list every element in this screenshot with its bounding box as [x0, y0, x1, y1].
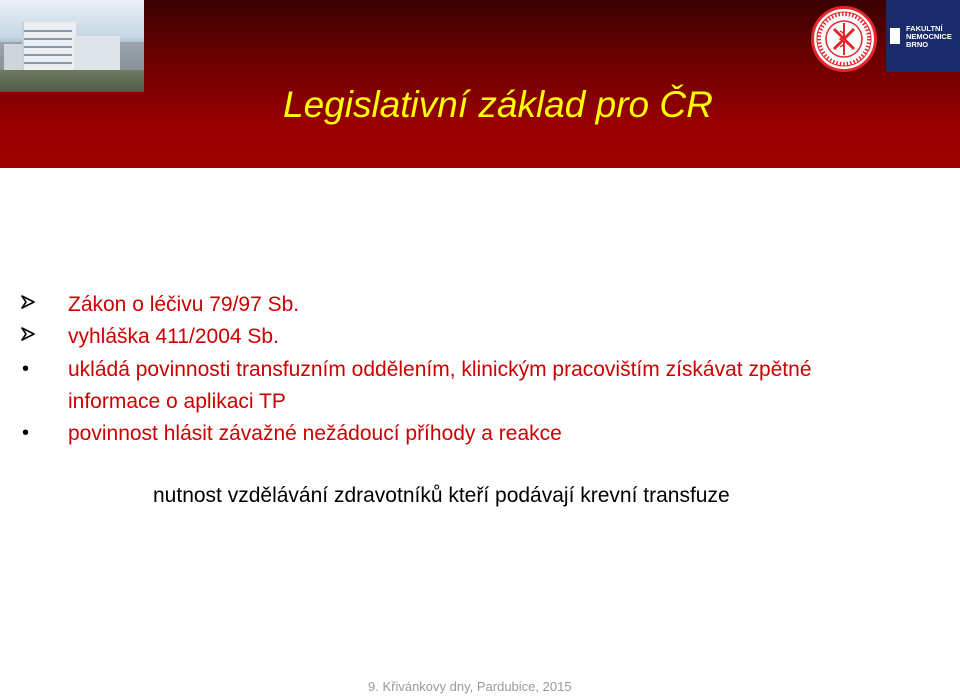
arrow-bullet-icon	[20, 325, 36, 348]
list-item: ukládá povinnosti transfuzním oddělením, klinickým pracovištím získávat zpětné	[68, 358, 812, 381]
arrow-bullet-icon	[20, 293, 36, 316]
education-note: nutnost vzdělávání zdravotníků kteří podávají krevní transfuze	[153, 484, 730, 507]
slide-title: Legislativní základ pro ČR	[283, 84, 713, 125]
dot-bullet-icon: •	[22, 422, 30, 444]
header-banner	[0, 0, 960, 168]
hospital-photo	[0, 0, 144, 92]
footer-text: 9. Křivánkovy dny, Pardubice, 2015	[368, 679, 572, 694]
dot-bullet-icon: •	[22, 358, 30, 380]
list-item: Zákon o léčivu 79/97 Sb.	[68, 293, 300, 316]
university-seal-logo	[811, 6, 877, 72]
hospital-logo-line-3: BRNO	[906, 40, 929, 49]
list-item: vyhláška 411/2004 Sb.	[68, 325, 279, 348]
hospital-logo-line-2: NEMOCNICE	[906, 32, 952, 41]
list-item: informace o aplikaci TP	[68, 390, 286, 413]
hospital-logo	[886, 0, 960, 72]
list-item: povinnost hlásit závažné nežádoucí příhody a reakce	[68, 422, 562, 445]
hospital-logo-line-1: FAKULTNÍ	[906, 24, 943, 33]
